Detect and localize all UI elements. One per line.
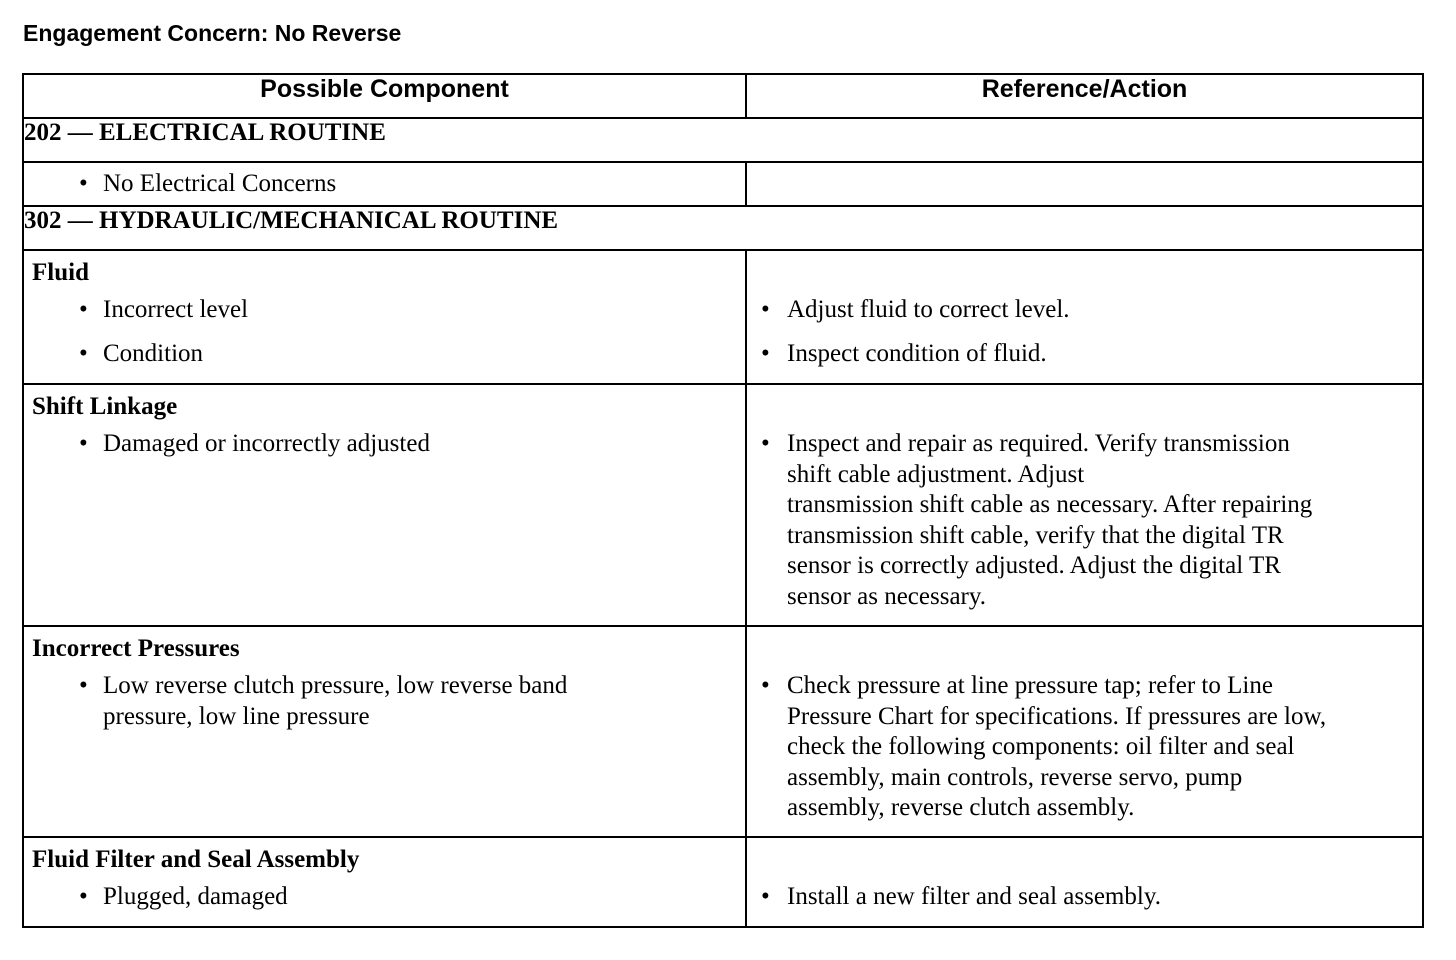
section-title-hydraulic: 302 — HYDRAULIC/MECHANICAL ROUTINE (23, 206, 1423, 250)
list-item (24, 671, 745, 732)
action-text-line: assembly, main controls, reverse servo, pump (787, 763, 1243, 791)
table-row (23, 250, 1423, 384)
action-cell (746, 250, 1423, 384)
component-cell (23, 162, 746, 206)
list-item (747, 882, 1422, 926)
component-text: Damaged or incorrectly adjusted (103, 430, 430, 457)
group-heading: Shift Linkage (32, 393, 178, 420)
list-item (747, 339, 1422, 383)
action-text-line: Inspect and repair as required. Verify transmission (787, 430, 1290, 457)
list-item (747, 671, 1422, 824)
bullet-glyph: • (79, 170, 88, 197)
component-cell (23, 626, 746, 837)
table-row (23, 162, 1423, 206)
component-text: Condition (103, 340, 204, 367)
list-item (24, 295, 745, 339)
bullet-glyph: • (79, 296, 88, 323)
bullet-glyph: • (79, 883, 88, 910)
action-text-line: transmission shift cable as necessary. After repairing (787, 491, 1313, 518)
bullet-glyph: • (761, 883, 770, 910)
component-cell (23, 837, 746, 927)
list-item (747, 295, 1422, 339)
action-text: Inspect condition of fluid. (787, 340, 1047, 367)
action-text-line: sensor is correctly adjusted. Adjust the digital TR (787, 552, 1281, 579)
component-text: Plugged, damaged (103, 883, 288, 910)
component-cell (23, 250, 746, 384)
bullet-glyph: • (79, 340, 88, 367)
component-text: No Electrical Concerns (103, 170, 337, 197)
action-text-line: sensor as necessary. (787, 582, 986, 610)
section-row-hydraulic (23, 206, 1423, 250)
bullet-glyph: • (79, 672, 88, 699)
group-heading: Fluid (32, 259, 89, 286)
action-text-line: Pressure Chart for specifications. If pressures are low, (787, 702, 1327, 730)
component-text-line: pressure, low line pressure (103, 702, 370, 730)
action-text: Adjust fluid to correct level. (787, 296, 1070, 323)
table-header-row (23, 74, 1423, 118)
group-heading: Fluid Filter and Seal Assembly (32, 846, 360, 873)
action-text-line: check the following components: oil filter and seal (787, 733, 1295, 760)
bullet-glyph: • (761, 672, 770, 699)
component-cell (23, 384, 746, 626)
diagnostic-table (22, 73, 1424, 928)
action-text-line: shift cable adjustment. Adjust (787, 460, 1085, 488)
table-row (23, 626, 1423, 837)
section-row-electrical (23, 118, 1423, 162)
column-header-action: Reference/Action (746, 74, 1423, 118)
group-heading-spacer (747, 627, 1422, 671)
action-cell (746, 626, 1423, 837)
group-heading-spacer (747, 385, 1422, 429)
table-row (23, 384, 1423, 626)
action-text: Install a new filter and seal assembly. (787, 883, 1161, 910)
page-title: Engagement Concern: No Reverse (23, 20, 402, 46)
action-text-line: transmission shift cable, verify that the digital TR (787, 521, 1284, 549)
action-text-line: Check pressure at line pressure tap; refer to Line (787, 672, 1273, 699)
section-title-electrical: 202 — ELECTRICAL ROUTINE (23, 118, 1423, 162)
bullet-glyph: • (761, 296, 770, 323)
action-cell (746, 837, 1423, 927)
list-item (24, 339, 745, 383)
list-item (24, 429, 745, 473)
column-header-component: Possible Component (23, 74, 746, 118)
action-cell (746, 162, 1423, 206)
list-item (24, 163, 745, 205)
bullet-glyph: • (79, 430, 88, 457)
group-heading: Incorrect Pressures (32, 635, 240, 662)
group-heading-spacer (747, 838, 1422, 882)
action-text-line: assembly, reverse clutch assembly. (787, 794, 1135, 821)
bullet-glyph: • (761, 340, 770, 367)
component-text: Incorrect level (103, 296, 249, 323)
table-row (23, 837, 1423, 927)
group-heading-spacer (747, 251, 1422, 295)
bullet-glyph: • (761, 430, 770, 457)
component-text-line: Low reverse clutch pressure, low reverse band (103, 672, 568, 699)
action-cell (746, 384, 1423, 626)
list-item (24, 882, 745, 926)
list-item (747, 429, 1422, 612)
